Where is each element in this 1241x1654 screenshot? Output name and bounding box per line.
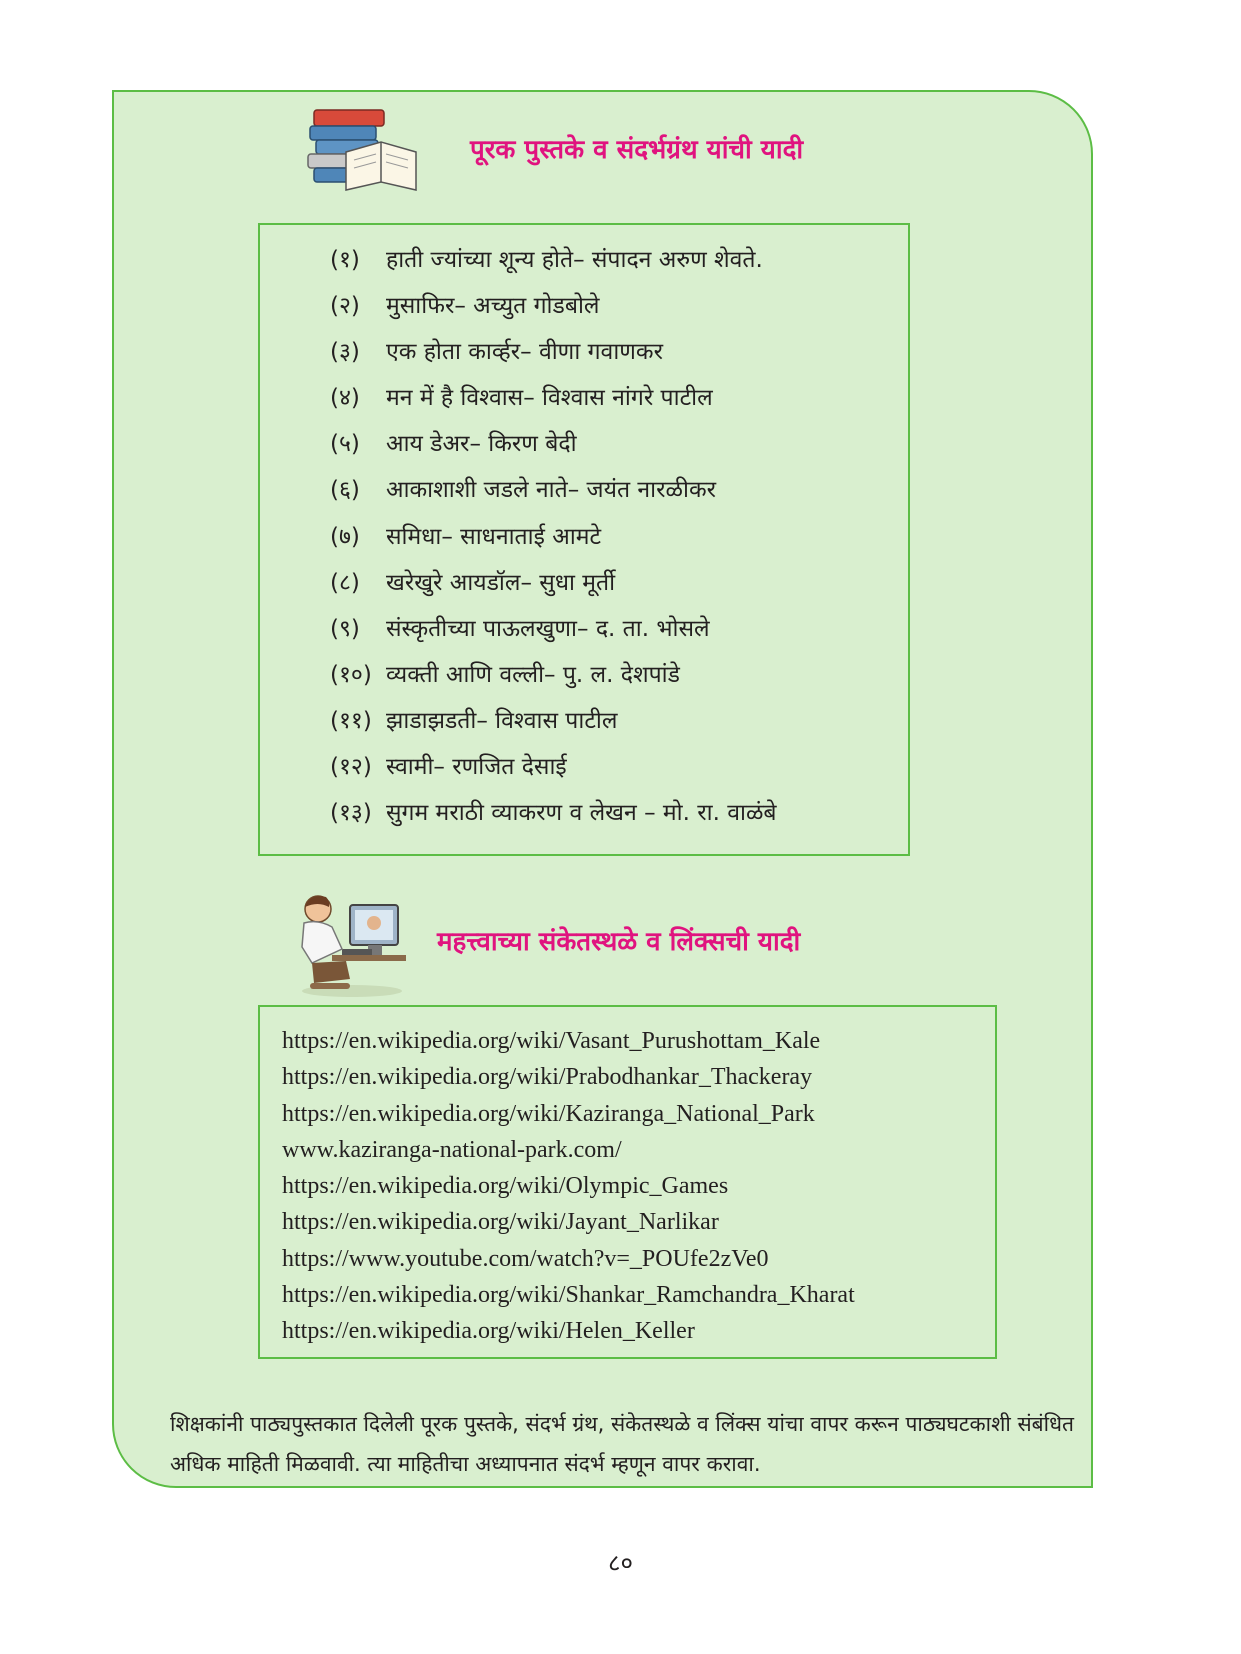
teacher-note: शिक्षकांनी पाठ्यपुस्तकात दिलेली पूरक पुस्तके, संदर्भ ग्रंथ, संकेतस्थळे व लिंक्स यांचा वापर करून पाठ्यघटकाशी संबंधित अधिक माहिती मिळवावी. त्या माहितीचा अध्यापनात संदर्भ म्हणून वापर करावा. — [170, 1412, 1074, 1476]
item-text: खरेखुरे आयडॉल– सुधा मूर्ती — [386, 569, 616, 596]
link-url[interactable]: https://en.wikipedia.org/wiki/Helen_Keller — [282, 1318, 695, 1345]
link-url[interactable]: https://en.wikipedia.org/wiki/Kaziranga_National_Park — [282, 1100, 815, 1127]
item-text: स्वामी– रणजित देसाई — [386, 754, 567, 781]
list-item — [330, 560, 777, 606]
list-item — [330, 237, 777, 283]
item-number: (५) — [330, 431, 360, 458]
list-item — [330, 375, 777, 421]
item-number: (१२) — [330, 754, 372, 781]
page-number: ८० — [608, 1549, 633, 1577]
link-url[interactable]: https://en.wikipedia.org/wiki/Jayant_Narlikar — [282, 1209, 719, 1236]
link-url[interactable]: https://en.wikipedia.org/wiki/Vasant_Purushottam_Kale — [282, 1028, 821, 1054]
link-url[interactable]: https://en.wikipedia.org/wiki/Prabodhankar_Thackeray — [282, 1064, 813, 1091]
item-number: (७) — [330, 523, 360, 550]
list-item — [330, 606, 777, 652]
item-text: आकाशाशी जडले नाते– जयंत नारळीकर — [386, 477, 717, 504]
list-item — [330, 790, 777, 836]
item-text: आय डेअर– किरण बेदी — [386, 431, 577, 458]
item-number: (१) — [330, 247, 360, 273]
item-text: सुगम मराठी व्याकरण व लेखन – मो. रा. वाळंबे — [386, 800, 777, 827]
list-item — [330, 329, 777, 375]
item-text: समिधा– साधनाताई आमटे — [386, 523, 602, 550]
item-number: (६) — [330, 477, 360, 504]
item-number: (२) — [330, 293, 360, 320]
item-text: व्यक्ती आणि वल्ली– पु. ल. देशपांडे — [386, 661, 680, 688]
item-number: (९) — [330, 615, 360, 642]
item-text: एक होता कार्व्हर– वीणा गवाणकर — [386, 339, 663, 366]
link-url[interactable]: https://www.youtube.com/watch?v=_POUfe2zVe0 — [282, 1245, 769, 1272]
item-number: (८) — [330, 569, 360, 596]
list-item — [330, 652, 777, 698]
item-number: (१३) — [330, 800, 372, 827]
item-text: झाडाझडती– विश्वास पाटील — [386, 707, 618, 734]
links-list — [282, 1023, 855, 1350]
link-url[interactable]: www.kaziranga-national-park.com/ — [282, 1136, 622, 1163]
books-section-heading: पूरक पुस्तके व संदर्भग्रंथ यांची यादी — [470, 135, 804, 165]
links-list-box — [258, 1005, 997, 1359]
item-text: मुसाफिर– अच्युत गोडबोले — [386, 293, 600, 320]
list-item — [330, 283, 777, 329]
list-item — [330, 467, 777, 513]
link-url[interactable]: https://en.wikipedia.org/wiki/Olympic_Games — [282, 1173, 729, 1200]
item-number: (११) — [330, 707, 372, 734]
item-number: (३) — [330, 339, 360, 366]
books-list — [330, 237, 777, 836]
list-item — [330, 698, 777, 744]
item-text: संस्कृतीच्या पाऊलखुणा– द. ता. भोसले — [386, 615, 710, 642]
item-number: (४) — [330, 385, 360, 412]
item-number: (१०) — [330, 661, 372, 688]
books-list-box — [258, 223, 910, 856]
list-item — [330, 744, 777, 790]
link-url[interactable]: https://en.wikipedia.org/wiki/Shankar_Ramchandra_Kharat — [282, 1282, 855, 1309]
list-item — [330, 514, 777, 560]
item-text: हाती ज्यांच्या शून्य होते– संपादन अरुण शेवते. — [386, 247, 763, 273]
student-at-computer-illustration-icon — [292, 887, 410, 999]
item-text: मन में है विश्वास– विश्वास नांगरे पाटील — [386, 385, 713, 412]
list-item — [330, 421, 777, 467]
books-stack-illustration-icon — [306, 102, 424, 194]
links-section-heading: महत्त्वाच्या संकेतस्थळे व लिंक्सची यादी — [437, 927, 801, 957]
